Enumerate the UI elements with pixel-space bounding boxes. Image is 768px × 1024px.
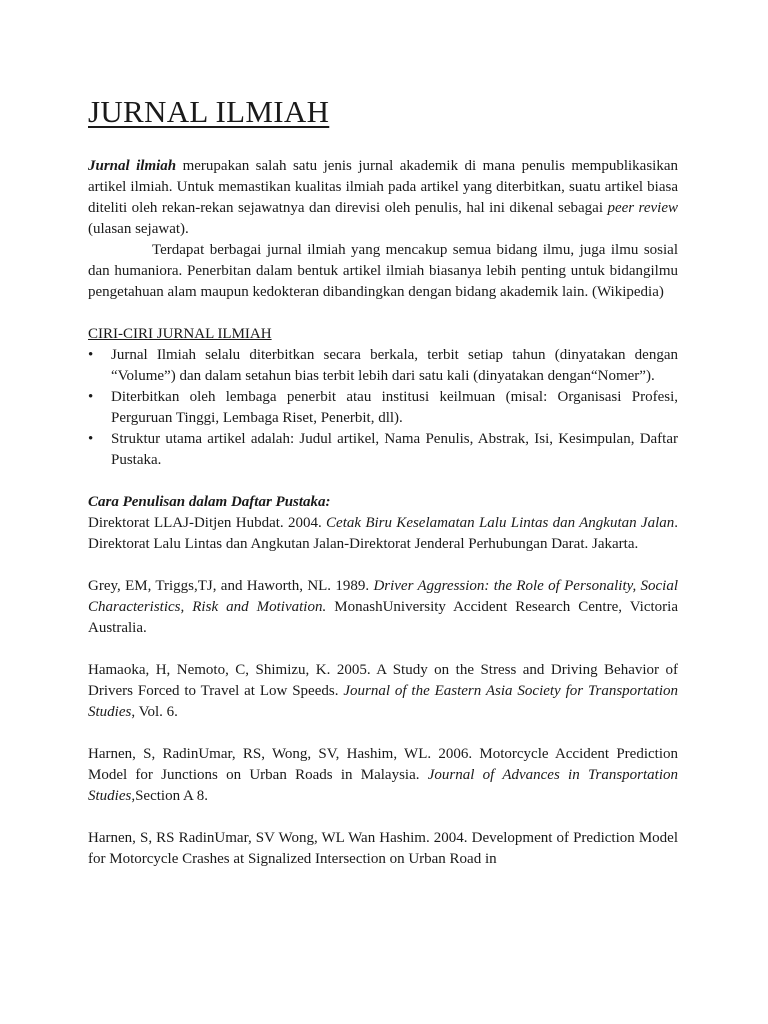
reference-text: , Vol. 6. (131, 704, 178, 720)
reference-entry (88, 513, 678, 555)
page-title: JURNAL ILMIAH (88, 94, 330, 129)
text: (ulasan sejawat). (88, 221, 189, 237)
intro-paragraph (88, 156, 678, 240)
term: Jurnal ilmiah (88, 158, 177, 174)
reference-entry (88, 744, 678, 807)
second-paragraph: Terdapat berbagai jurnal ilmiah yang mencakup semua bidang ilmu, juga ilmu sosial dan humaniora. Penerbitan dalam bentuk artikel ilmiah biasanya lebih penting untuk bidangilmu pengetahuan alam maupun kedokteran dibandingkan dengan bidang akademik lain. (Wikipedia) (88, 242, 678, 300)
reference-text: ,Section A 8. (131, 788, 209, 804)
ciri-list (88, 345, 678, 471)
reference-entry (88, 828, 678, 870)
reference-entry (88, 576, 678, 639)
reference-entry (88, 660, 678, 723)
reference-title: Journal of the Eastern Asia Society for Transportation Studies (88, 683, 678, 720)
reference-text: . Direktorat Lalu Lintas dan Angkutan Jalan-Direktorat Jenderal Perhubungan Darat. Jakarta. (88, 515, 679, 552)
reference-title: Driver Aggression: the Role of Personality, Social Characteristics, Risk and Motivation. (88, 578, 678, 615)
reference-title: Cetak Biru Keselamatan Lalu Lintas dan Angkutan Jalan (326, 515, 675, 531)
section-heading-pustaka: Cara Penulisan dalam Daftar Pustaka: (88, 494, 331, 510)
text: merupakan salah satu jenis jurnal akademik di mana penulis mempublikasikan artikel ilmiah. Untuk memastikan kualitas ilmiah pada artikel yang diterbitkan, suatu artikel biasa diteliti oleh rekan-rekan sejawatnya dan direvisi oleh penulis, hal ini dikenal sebagai (88, 158, 679, 216)
reference-text: MonashUniversity Accident Research Centre, Victoria Australia. (88, 599, 678, 636)
list-item: • Struktur utama artikel adalah: Judul artikel, Nama Penulis, Abstrak, Isi, Kesimpulan, Daftar Pustaka. (88, 429, 678, 471)
document-page (88, 92, 678, 870)
reference-text: Grey, EM, Triggs,TJ, and Haworth, NL. 1989. (88, 578, 374, 594)
reference-text: Direktorat LLAJ-Ditjen Hubdat. 2004. (88, 515, 327, 531)
italic-term: peer review (607, 200, 678, 216)
reference-text: Harnen, S, RadinUmar, RS, Wong, SV, Hashim, WL. 2006. Motorcycle Accident Prediction Model for Junctions on Urban Roads in Malaysia. (88, 746, 678, 783)
reference-list (88, 513, 678, 870)
list-item: • Diterbitkan oleh lembaga penerbit atau institusi keilmuan (misal: Organisasi Profesi, Perguruan Tinggi, Lembaga Riset, Penerbit, dll). (88, 387, 678, 429)
reference-text: Harnen, S, RS RadinUmar, SV Wong, WL Wan Hashim. 2004. Development of Prediction Model for Motorcycle Crashes at Signalized Intersection on Urban Road in (88, 830, 678, 867)
reference-title: Journal of Advances in Transportation Studies (88, 767, 678, 804)
list-item: • Jurnal Ilmiah selalu diterbitkan secara berkala, terbit setiap tahun (dinyatakan dengan “Volume”) dan dalam setahun bias terbit lebih dari satu kali (dinyatakan dengan“Nomer”). (88, 345, 678, 387)
reference-text: Hamaoka, H, Nemoto, C, Shimizu, K. 2005. A Study on the Stress and Driving Behavior of Drivers Forced to Travel at Low Speeds. (88, 662, 678, 699)
section-heading-ciri: CIRI-CIRI JURNAL ILMIAH (88, 326, 272, 342)
